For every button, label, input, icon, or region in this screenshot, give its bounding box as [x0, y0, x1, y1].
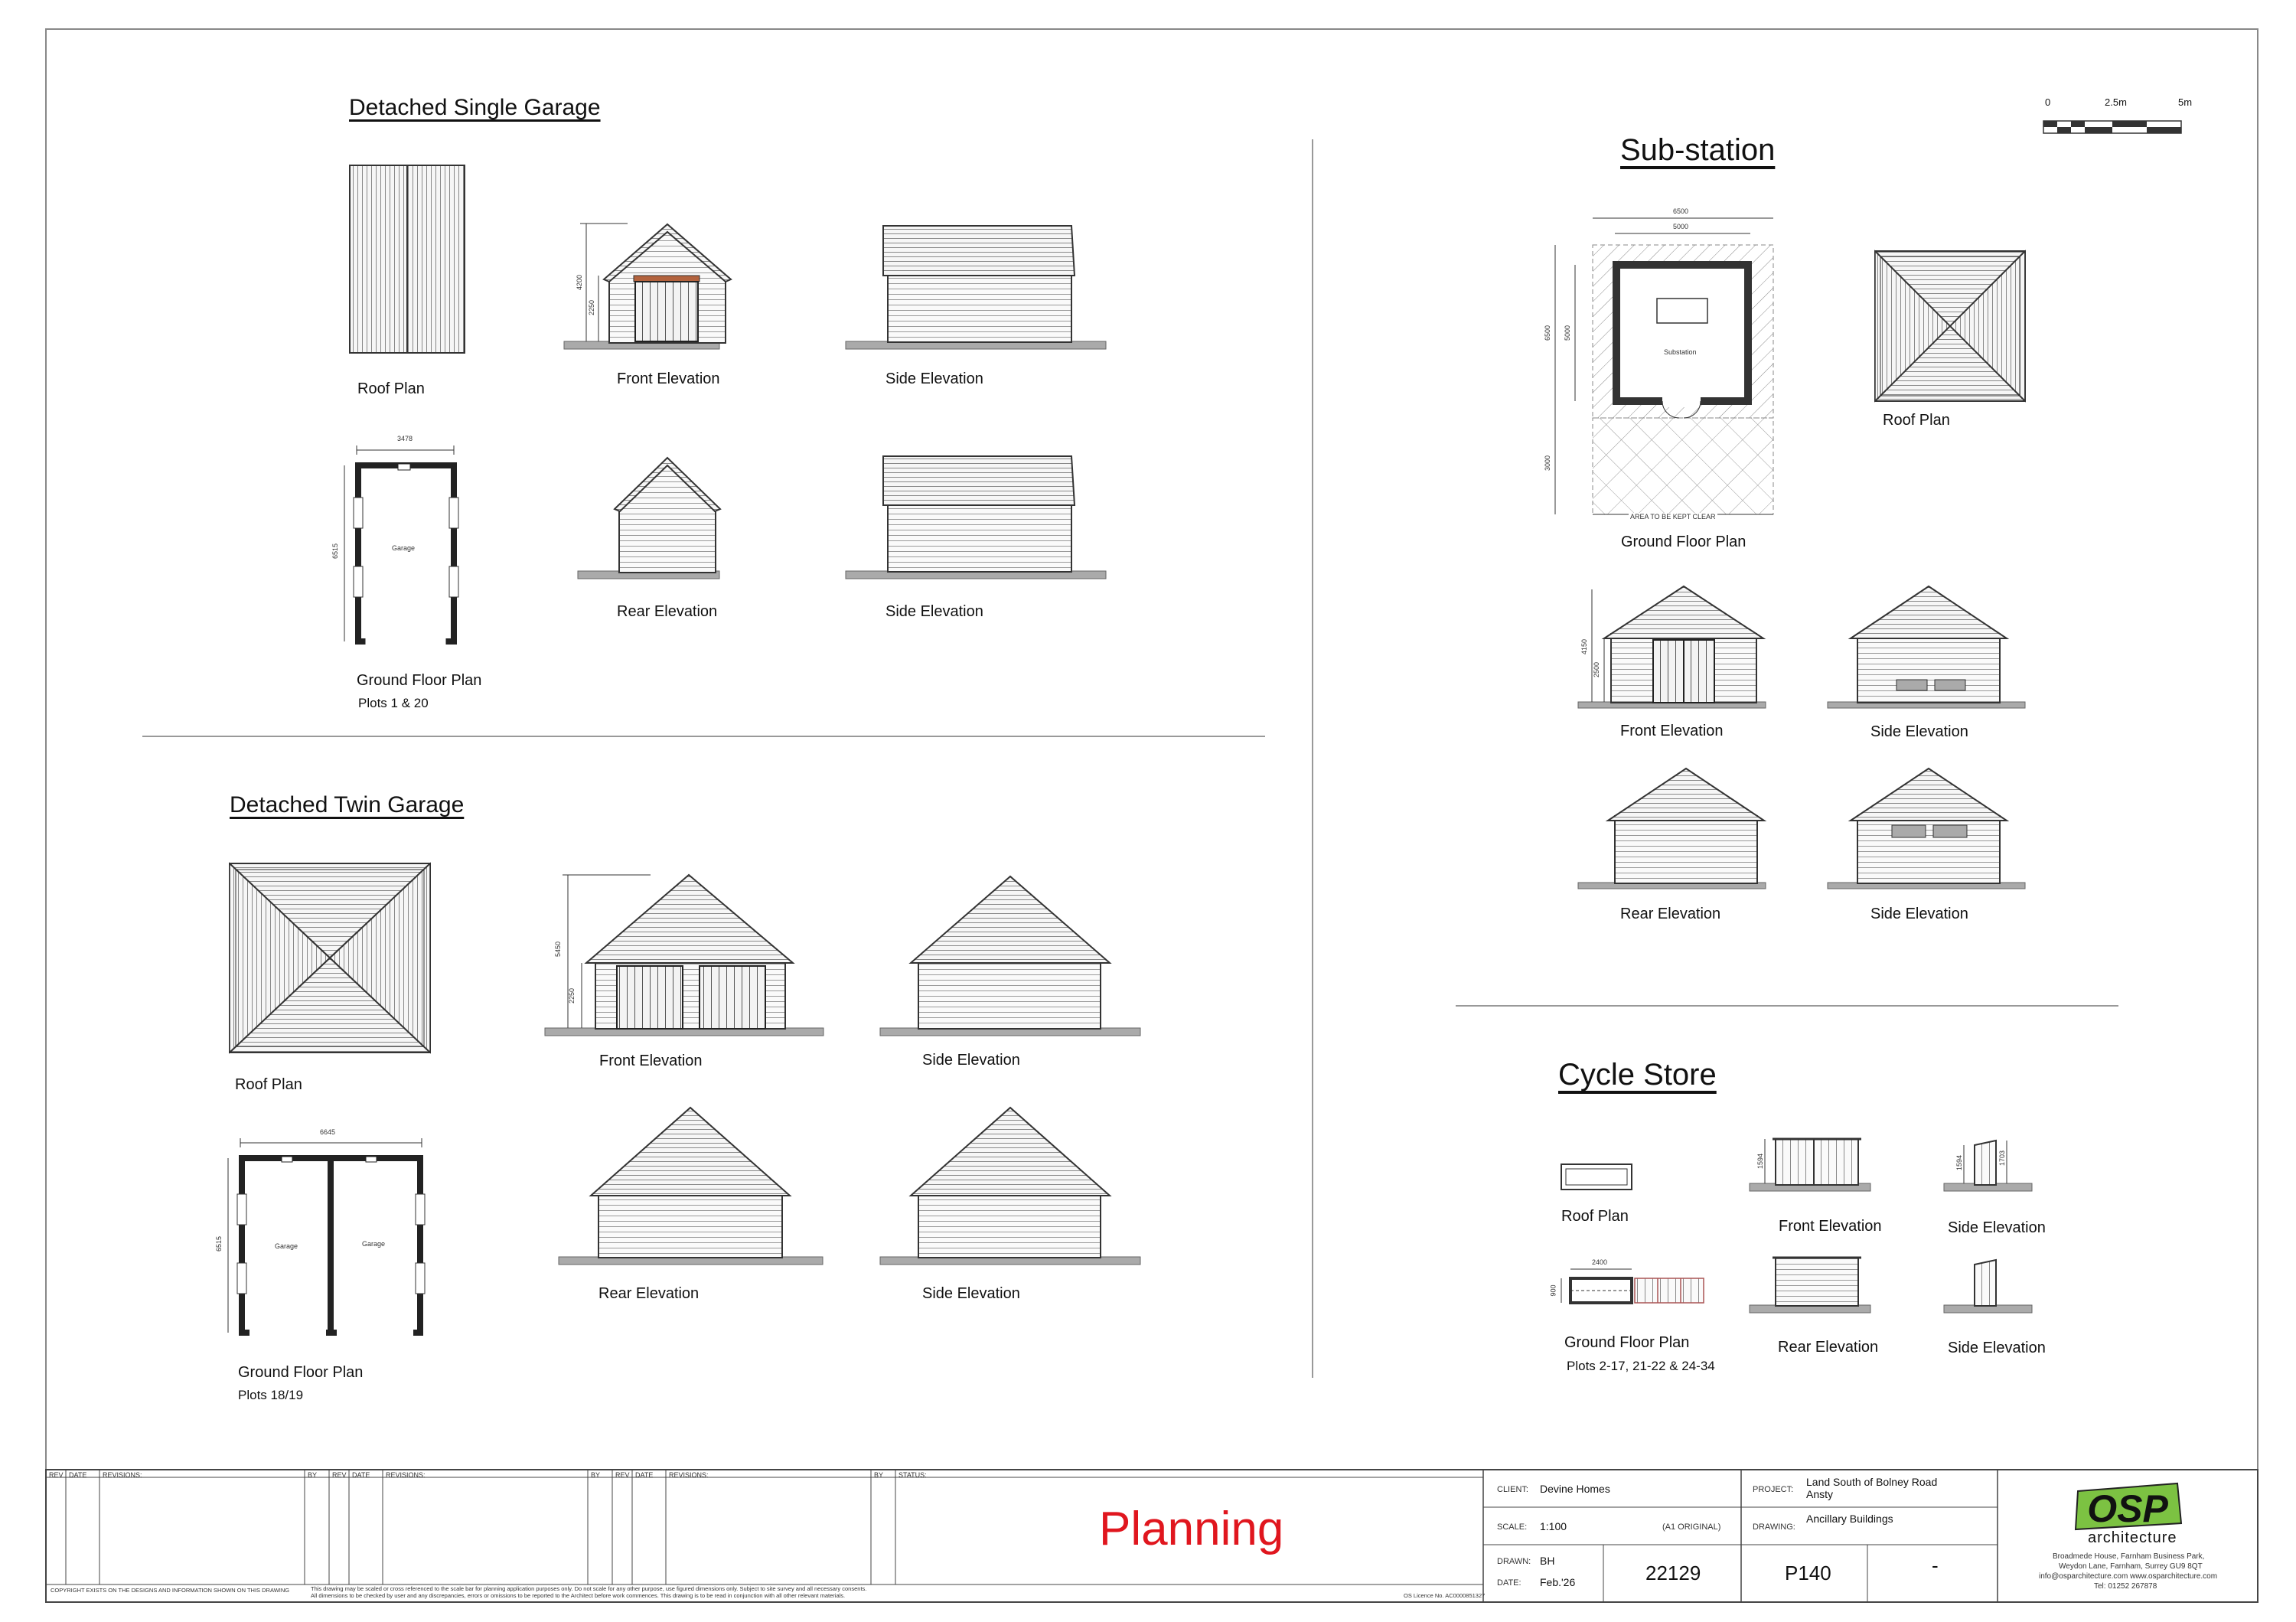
single-roof-plan-label: Roof Plan [357, 380, 425, 397]
cycle-roof-plan-label: Roof Plan [1561, 1208, 1629, 1225]
tb-revisions-3: REVISIONS: [669, 1471, 709, 1479]
single-front-elevation-label: Front Elevation [617, 370, 720, 387]
tb-by-1: BY [308, 1471, 318, 1479]
tb-os-licence: OS Licence No. AC0000851327 [1404, 1592, 1486, 1599]
twin-room-1-label: Garage [275, 1242, 298, 1250]
cycle-plots-label: Plots 2-17, 21-22 & 24-34 [1567, 1359, 1715, 1373]
substation-side-elevation-1-label: Side Elevation [1870, 723, 1968, 740]
cycle-dim-side-h2: 1703 [1998, 1150, 2007, 1167]
logo-address-2: Weydon Lane, Farnham, Surrey GU9 8QT [2059, 1562, 2203, 1571]
tb-drawing: Ancillary Buildings [1806, 1513, 1893, 1525]
substation-rear-elevation-label: Rear Elevation [1620, 906, 1721, 922]
twin-front-elevation-label: Front Elevation [599, 1053, 703, 1069]
single-ground-floor-plan-label: Ground Floor Plan [357, 672, 482, 689]
substation-dim-eaves: 2500 [1593, 661, 1601, 678]
tb-date-label: DATE: [1497, 1578, 1521, 1588]
scale-bar-end: 5m [2178, 96, 2193, 108]
tb-date-3: DATE [635, 1471, 654, 1479]
substation-dim-inner-w: 5000 [1673, 223, 1689, 230]
cycle-dim-side-h1: 1594 [1955, 1154, 1964, 1171]
twin-dim-depth: 6515 [215, 1235, 223, 1252]
twin-garage-title: Detached Twin Garage [230, 792, 465, 818]
single-dim-depth: 6515 [331, 543, 340, 560]
cycle-store-title: Cycle Store [1558, 1058, 1717, 1092]
twin-side-elevation-2 [880, 1108, 1140, 1265]
single-side-elevation-1-label: Side Elevation [885, 370, 983, 387]
substation-dim-inner-d: 5000 [1564, 325, 1572, 341]
tb-scale-label: SCALE: [1497, 1522, 1528, 1532]
cycle-side-elevation-1-label: Side Elevation [1948, 1219, 2046, 1236]
logo-address-1: Broadmede House, Farnham Business Park, [2053, 1552, 2205, 1561]
tb-drawing-no: P140 [1785, 1562, 1831, 1584]
tb-project-line2: Ansty [1806, 1488, 1834, 1500]
tb-drawn-label: DRAWN: [1497, 1557, 1531, 1566]
single-rear-elevation-label: Rear Elevation [617, 603, 718, 620]
tb-note-2: All dimensions to be checked by user and any discrepancies, errors or omissions to be reported to the Architect before work commences. This drawing is to be read in conjunction with all other relevant materials. [311, 1592, 846, 1599]
tb-drawn: BH [1540, 1555, 1555, 1567]
cycle-roof-plan [1561, 1164, 1632, 1190]
single-front-elevation [564, 224, 731, 349]
substation-roof-plan [1875, 251, 2025, 401]
cycle-side-elevation-2-label: Side Elevation [1948, 1340, 2046, 1356]
substation-ground-floor-plan-label: Ground Floor Plan [1621, 534, 1746, 550]
twin-dim-width: 6645 [320, 1128, 336, 1136]
cycle-dim-width: 2400 [1592, 1258, 1608, 1266]
single-side-elevation-2 [846, 456, 1106, 579]
cycle-side-elevation-2 [1944, 1260, 2032, 1313]
single-garage-title: Detached Single Garage [349, 95, 601, 120]
twin-rear-elevation [559, 1108, 823, 1265]
status-planning: Planning [1099, 1503, 1284, 1555]
twin-side-elevation-1-label: Side Elevation [922, 1052, 1020, 1069]
logo-tel: Tel: 01252 267878 [2094, 1582, 2157, 1591]
substation-side-elevation-1 [1828, 586, 2025, 708]
tb-project-line1: Land South of Bolney Road [1806, 1476, 1938, 1488]
tb-job-no: 22129 [1645, 1562, 1701, 1584]
substation-dim-outer-d: 6500 [1544, 325, 1552, 341]
tb-drawing-label: DRAWING: [1753, 1522, 1795, 1532]
substation-rear-elevation [1578, 769, 1766, 889]
twin-room-2-label: Garage [362, 1240, 386, 1248]
tb-by-2: BY [591, 1471, 601, 1479]
single-room-label: Garage [392, 544, 416, 552]
cycle-dim-depth: 900 [1549, 1284, 1557, 1297]
twin-dim-ridge: 5450 [554, 941, 563, 958]
substation-keep-clear-label: AREA TO BE KEPT CLEAR [1630, 513, 1716, 521]
substation-dim-ridge: 4150 [1580, 638, 1589, 655]
tb-rev-1: REV [49, 1471, 64, 1479]
substation-title: Sub-station [1620, 133, 1776, 167]
twin-plots-label: Plots 18/19 [238, 1388, 304, 1402]
substation-side-elevation-2-label: Side Elevation [1870, 906, 1968, 922]
tb-rev-3: REV [615, 1471, 630, 1479]
scale-bar-zero: 0 [2045, 96, 2051, 108]
tb-revision: - [1932, 1554, 1939, 1577]
single-roof-plan [350, 165, 465, 353]
tb-revisions-1: REVISIONS: [103, 1471, 142, 1479]
osp-logo [2076, 1483, 2181, 1530]
cycle-ground-floor-plan-label: Ground Floor Plan [1564, 1334, 1690, 1351]
cycle-rear-elevation-label: Rear Elevation [1778, 1339, 1879, 1356]
cycle-front-elevation-label: Front Elevation [1779, 1218, 1882, 1235]
single-dim-width: 3478 [397, 435, 413, 442]
scale-bar-mid: 2.5m [2105, 96, 2127, 108]
twin-rear-elevation-label: Rear Elevation [598, 1285, 700, 1302]
twin-dim-eaves: 2250 [568, 987, 576, 1004]
cycle-dim-front-h: 1594 [1756, 1153, 1765, 1170]
twin-side-elevation-1 [880, 876, 1140, 1036]
twin-roof-plan [230, 863, 430, 1053]
logo-contact: info@osparchitecture.com www.osparchitecture.com [2039, 1572, 2218, 1581]
single-side-elevation-2-label: Side Elevation [885, 603, 983, 620]
twin-ground-floor-plan [228, 1138, 425, 1337]
tb-status-label: STATUS: [899, 1471, 927, 1479]
tb-copyright: COPYRIGHT EXISTS ON THE DESIGNS AND INFORMATION SHOWN ON THIS DRAWING [51, 1587, 290, 1594]
tb-date-2: DATE [352, 1471, 370, 1479]
tb-project-label: PROJECT: [1753, 1485, 1794, 1494]
logo-word: architecture [2088, 1529, 2177, 1546]
scale-bar [2043, 121, 2181, 133]
cycle-front-elevation [1750, 1139, 1870, 1191]
tb-date-value: Feb.'26 [1540, 1576, 1576, 1588]
substation-side-elevation-2 [1828, 769, 2025, 889]
tb-date-1: DATE [69, 1471, 87, 1479]
tb-client-label: CLIENT: [1497, 1485, 1528, 1494]
svg-text:OSP: OSP [2087, 1487, 2168, 1530]
tb-scale: 1:100 [1540, 1520, 1567, 1532]
twin-front-elevation [545, 875, 823, 1036]
substation-room-label: Substation [1664, 348, 1697, 356]
substation-front-elevation-label: Front Elevation [1620, 723, 1724, 739]
single-dim-eaves: 2250 [588, 299, 596, 316]
substation-front-elevation [1578, 586, 1766, 708]
twin-side-elevation-2-label: Side Elevation [922, 1285, 1020, 1302]
tb-revisions-2: REVISIONS: [386, 1471, 426, 1479]
single-side-elevation-1 [846, 226, 1106, 349]
single-plots-label: Plots 1 & 20 [358, 696, 429, 710]
cycle-rear-elevation [1750, 1258, 1870, 1313]
tb-original: (A1 ORIGINAL) [1662, 1522, 1721, 1532]
twin-ground-floor-plan-label: Ground Floor Plan [238, 1364, 364, 1381]
cycle-ground-floor-plan [1561, 1269, 1704, 1303]
twin-roof-plan-label: Roof Plan [235, 1076, 302, 1093]
substation-dim-outer-w: 6500 [1673, 207, 1689, 215]
tb-client: Devine Homes [1540, 1483, 1610, 1495]
tb-rev-2: REV [332, 1471, 347, 1479]
substation-roof-plan-label: Roof Plan [1883, 412, 1950, 429]
substation-dim-clear: 3000 [1544, 455, 1552, 472]
tb-by-3: BY [874, 1471, 884, 1479]
tb-note-1: This drawing may be scaled or cross referenced to the scale bar for planning application purposes only. Do not scale for any other purpose, use figured dimensions only. Subject to site survey and all necessary consents. [311, 1585, 867, 1592]
single-dim-ridge: 4200 [576, 274, 584, 291]
single-rear-elevation [578, 458, 720, 579]
substation-ground-floor-plan [1555, 218, 1773, 514]
